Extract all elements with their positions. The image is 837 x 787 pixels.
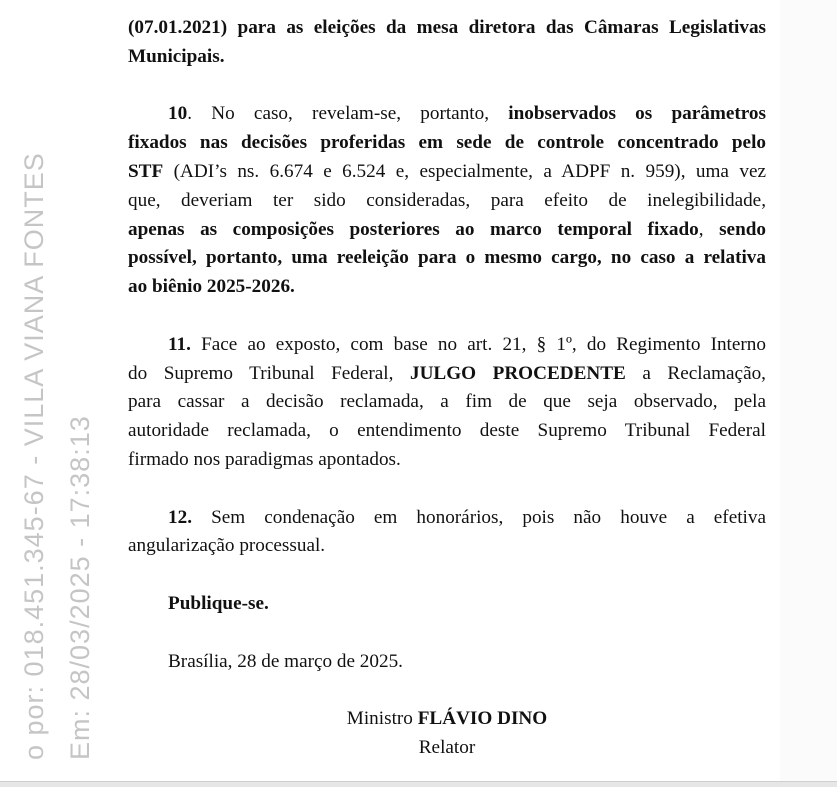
signature-name: FLÁVIO DINO — [417, 708, 548, 730]
document-page — [128, 14, 766, 763]
spacer — [128, 676, 766, 705]
bold-text: (07.01.2021) para as eleições da mesa diretora das Câmaras Legislativas — [128, 17, 766, 38]
text: para cassar a decisão reclamada, a fim de que seja observado, pela — [128, 391, 766, 413]
bold-text: 12. — [168, 506, 192, 528]
text-line — [128, 158, 766, 187]
bold-text: possível, portanto, uma reeleição para o mesmo cargo, no caso a relativa — [128, 247, 766, 269]
paragraph — [128, 100, 766, 302]
text: (ADI’s ns. 6.674 e 6.524 e, especialmente, a ADPF n. 959), uma vez — [163, 160, 766, 182]
signature-prefix: Ministro — [346, 708, 418, 730]
bold-text: apenas as composições posteriores ao marco temporal fixado — [128, 218, 699, 240]
text: do Supremo Tribunal Federal, — [128, 362, 410, 384]
bold-text: inobservados os parâmetros — [508, 103, 766, 125]
spacer — [128, 72, 766, 101]
spacer — [128, 475, 766, 504]
text-line — [128, 417, 766, 446]
text-line — [128, 43, 766, 72]
text: Face ao exposto, com base no art. 21, § 1º, do Regimento Interno — [190, 333, 766, 355]
bold-text: ao biênio 2025-2026. — [128, 276, 295, 298]
text: a Reclamação, — [625, 362, 766, 384]
signature-role: Relator — [418, 736, 476, 758]
text-line — [128, 590, 766, 619]
horizontal-scrollbar[interactable] — [0, 781, 837, 787]
bold-text: JULGO PROCEDENTE — [409, 362, 626, 384]
text-line — [128, 331, 766, 360]
page-margin — [780, 0, 837, 787]
text: Sem condenação em honorários, pois não houve a efetiva — [191, 506, 766, 528]
bold-text: 10 — [168, 103, 188, 125]
paragraph — [128, 590, 766, 619]
text-line — [128, 14, 766, 43]
text-line — [128, 273, 766, 302]
text-line — [128, 187, 766, 216]
spacer — [128, 302, 766, 331]
bold-text: fixados nas decisões proferidas em sede de controle concentrado pelo — [128, 132, 766, 154]
document-body — [128, 14, 766, 676]
text: que, deveriam ter sido consideradas, para efeito de inelegibilidade, — [128, 189, 766, 211]
text-line — [128, 216, 766, 245]
text-line — [128, 388, 766, 417]
spacer — [128, 619, 766, 648]
signature-line — [128, 705, 766, 734]
bold-text: sendo — [719, 218, 767, 240]
text: Brasília, 28 de março de 2025. — [168, 650, 403, 672]
text: firmado nos paradigmas apontados. — [128, 448, 401, 470]
paragraph — [128, 648, 766, 677]
paragraph — [128, 331, 766, 475]
bold-text: Publique-se. — [168, 592, 269, 614]
signature-watermark-date: Em: 28/03/2025 - 17:38:13 — [65, 415, 95, 760]
text-line — [128, 129, 766, 158]
signature-watermark: o por: 018.451.345-67 - VILLA VIANA FONTES — [19, 152, 49, 760]
paragraph — [128, 504, 766, 562]
bold-text: STF — [128, 160, 164, 182]
text-line — [128, 648, 766, 677]
text-line — [128, 360, 766, 389]
text: . No caso, revelam-se, portanto, — [187, 103, 509, 125]
text-line — [128, 504, 766, 533]
text-line — [128, 100, 766, 129]
bold-text: Municipais. — [128, 45, 225, 67]
bold-text: 11. — [168, 333, 191, 355]
text: , — [698, 218, 720, 240]
text: autoridade reclamada, o entendimento deste Supremo Tribunal Federal — [128, 420, 766, 442]
paragraph — [128, 14, 766, 72]
text: angularização processual. — [128, 535, 326, 557]
text-line — [128, 446, 766, 475]
spacer — [128, 561, 766, 590]
text-line — [128, 532, 766, 561]
text-line — [128, 244, 766, 273]
